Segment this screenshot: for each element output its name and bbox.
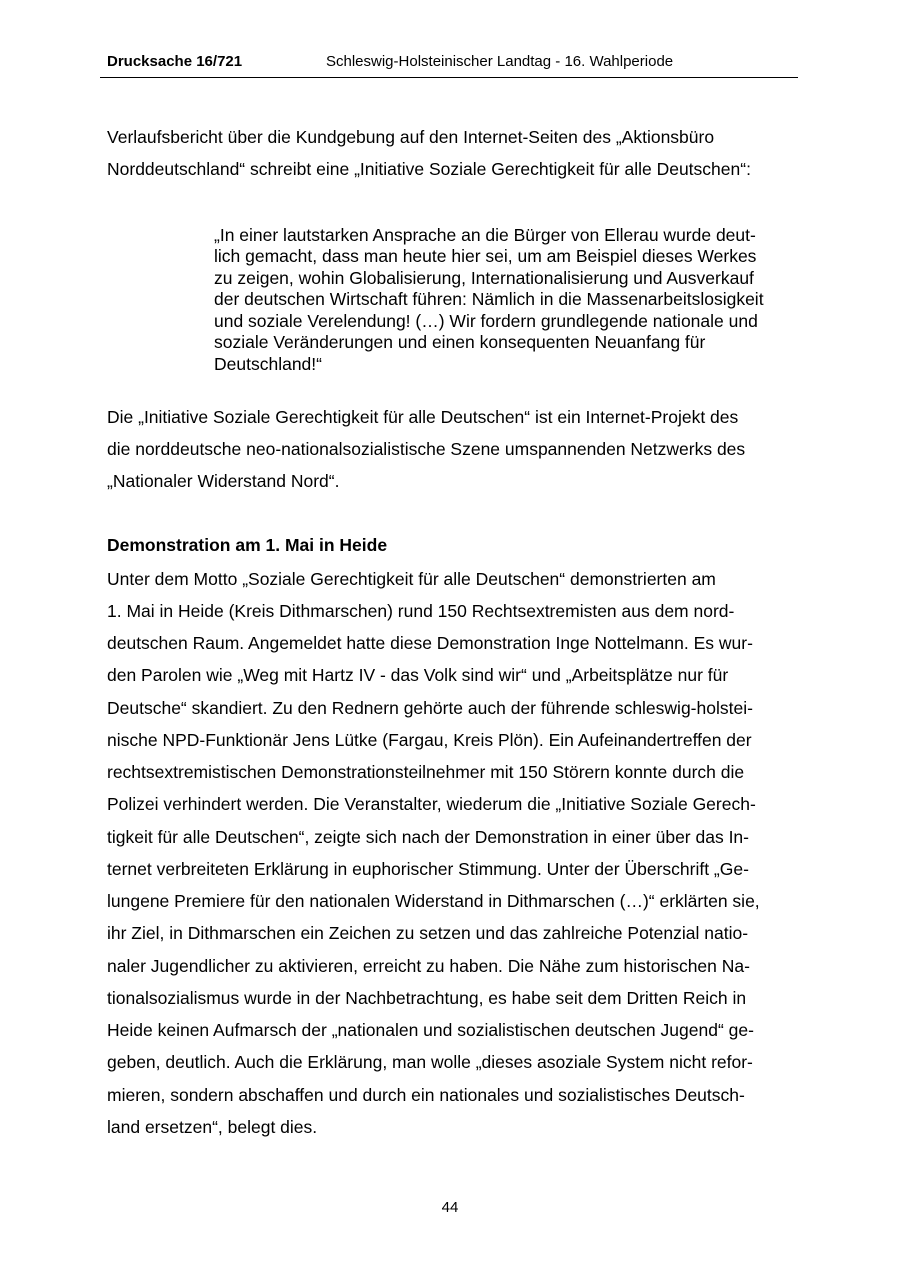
- quote-line: Deutschland!“: [214, 354, 322, 374]
- page-number: 44: [441, 1199, 459, 1216]
- text-line: 1. Mai in Heide (Kreis Dithmarschen) rund 150 Rechtsextremisten aus dem nord-: [107, 601, 735, 621]
- quote-line: zu zeigen, wohin Globalisierung, Internationalisierung und Ausverkauf: [214, 268, 754, 288]
- text-line: Verlaufsbericht über die Kundgebung auf den Internet-Seiten des „Aktionsbüro: [107, 127, 715, 147]
- text-line: mieren, sondern abschaffen und durch ein nationales und sozialistisches Deutsch-: [107, 1085, 745, 1105]
- text-line: ternet verbreiteten Erklärung in euphorischer Stimmung. Unter der Überschrift „Ge-: [107, 859, 749, 879]
- section-heading: Demonstration am 1. Mai in Heide: [107, 535, 388, 555]
- text-line: „Nationaler Widerstand Nord“.: [107, 471, 340, 491]
- text-line: Heide keinen Aufmarsch der „nationalen und sozialistischen deutschen Jugend“ ge-: [107, 1020, 754, 1040]
- text-line: deutschen Raum. Angemeldet hatte diese Demonstration Inge Nottelmann. Es wur-: [107, 633, 753, 653]
- text-line: lungene Premiere für den nationalen Widerstand in Dithmarschen (…)“ erklärten sie,: [107, 891, 760, 911]
- text-line: tionalsozialismus wurde in der Nachbetrachtung, es habe seit dem Dritten Reich in: [107, 988, 747, 1008]
- text-line: die norddeutsche neo-nationalsozialistische Szene umspannenden Netzwerks des: [107, 439, 746, 459]
- text-line: Die „Initiative Soziale Gerechtigkeit für alle Deutschen“ ist ein Internet-Projekt des: [107, 407, 739, 427]
- text-line: Polizei verhindert werden. Die Veranstalter, wiederum die „Initiative Soziale Gerech-: [107, 794, 756, 814]
- page-header: [100, 52, 798, 78]
- text-line: ihr Ziel, in Dithmarschen ein Zeichen zu setzen und das zahlreiche Potenzial natio-: [107, 923, 749, 943]
- text-line: land ersetzen“, belegt dies.: [107, 1117, 318, 1137]
- text-line: naler Jugendlicher zu aktivieren, erreicht zu haben. Die Nähe zum historischen Na-: [107, 956, 750, 976]
- text-line: Unter dem Motto „Soziale Gerechtigkeit für alle Deutschen“ demonstrierten am: [107, 569, 716, 589]
- text-line: Deutsche“ skandiert. Zu den Rednern gehörte auch der führende schleswig-holstei-: [107, 698, 753, 718]
- quote-line: soziale Veränderungen und einen konsequenten Neuanfang für: [214, 332, 706, 352]
- document-number: Drucksache 16/721: [107, 53, 243, 70]
- text-line: den Parolen wie „Weg mit Hartz IV - das Volk sind wir“ und „Arbeitsplätze nur für: [107, 665, 729, 685]
- quote-line: lich gemacht, dass man heute hier sei, um am Beispiel dieses Werkes: [214, 246, 757, 266]
- quote-line: und soziale Verelendung! (…) Wir fordern grundlegende nationale und: [214, 311, 758, 331]
- text-line: geben, deutlich. Auch die Erklärung, man wolle „dieses asoziale System nicht refor-: [107, 1052, 753, 1072]
- quote-line: der deutschen Wirtschaft führen: Nämlich in die Massenarbeitslosigkeit: [214, 289, 764, 309]
- quote-line: „In einer lautstarken Ansprache an die Bürger von Ellerau wurde deut-: [214, 225, 756, 245]
- text-line: Norddeutschland“ schreibt eine „Initiative Soziale Gerechtigkeit für alle Deutschen“:: [107, 159, 751, 179]
- text-line: rechtsextremistischen Demonstrationsteilnehmer mit 150 Störern konnte durch die: [107, 762, 745, 782]
- text-line: nische NPD-Funktionär Jens Lütke (Fargau, Kreis Plön). Ein Aufeinandertreffen der: [107, 730, 752, 750]
- text-line: tigkeit für alle Deutschen“, zeigte sich nach der Demonstration in einer über das In-: [107, 827, 749, 847]
- header-title: Schleswig-Holsteinischer Landtag - 16. Wahlperiode: [326, 53, 674, 70]
